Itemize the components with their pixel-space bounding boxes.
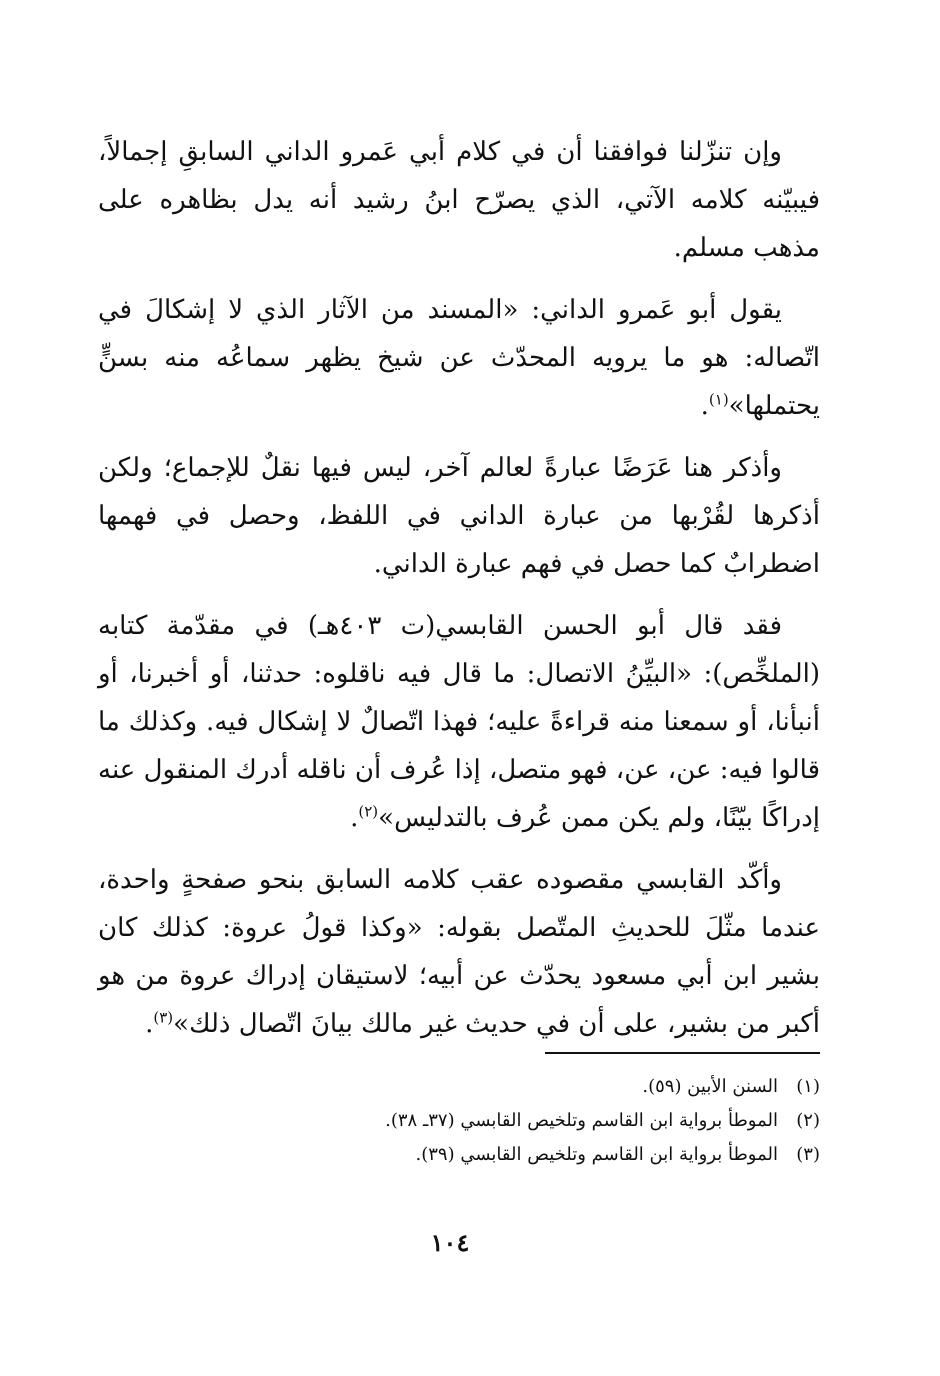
footnote-3-text: الموطأ برواية ابن القاسم وتلخيص القابسي (٣٩). — [415, 1144, 778, 1165]
paragraph-5-text: وأكّد القابسي مقصوده عقب كلامه السابق بنحو صفحةٍ واحدة، عندما مثّلَ للحديثِ المتّصل بقوله: «وكذا قولُ عروة: كذلك كان بشير ابن أبي مسعود يحدّث عن أبيه؛ لاستيقان إدراك عروة من هو أكبر من بشير، على أن في حديث غير مالك بيانَ اتّصال ذلك» — [98, 865, 820, 1039]
paragraph-2-tail: . — [700, 391, 709, 421]
paragraph-3 — [98, 444, 820, 588]
paragraph-1-text: وإن تنزّلنا فوافقنا أن في كلام أبي عَمرو الداني السابقِ إجمالاً، فيبيّنه كلامه الآتي، الذي يصرّح ابنُ رشيد أنه يدل بظاهره على مذهب مسلم. — [98, 137, 820, 263]
main-text — [98, 128, 820, 1062]
footnote-1 — [120, 1070, 820, 1104]
paragraph-4-tail: . — [350, 803, 359, 833]
paragraph-1 — [98, 128, 820, 272]
paragraph-3-text: وأذكر هنا عَرَضًا عبارةً لعالم آخر، ليس فيها نقلٌ للإجماع؛ ولكن أذكرها لقُرْبها من عبارة الداني في اللفظ، وحصل في فهمها اضطرابٌ كما حصل في فهم عبارة الداني. — [98, 453, 820, 579]
footnote-ref-3[interactable]: (٣) — [153, 1008, 174, 1027]
paragraph-4-text: فقد قال أبو الحسن القابسي(ت ٤٠٣هـ) في مقدّمة كتابه (الملخِّص): «البيِّنُ الاتصال: ما قال فيه ناقلوه: حدثنا، أو أخبرنا، أو أنبأنا، أو سمعنا منه قراءةً عليه؛ فهذا اتّصالٌ لا إشكال فيه. وكذلك ما قالوا فيه: عن، عن، فهو متصل، إذا عُرف أن ناقله أدرك المنقول عنه إدراكًا بيّنًا، ولم يكن ممن عُرف بالتدليس» — [98, 611, 820, 833]
footnote-divider — [545, 1052, 820, 1054]
paragraph-2-text: يقول أبو عَمرو الداني: «المسند من الآثار الذي لا إشكالَ في اتّصاله: هو ما يرويه المحدّث عن شيخ يظهر سماعُه منه بسنٍّ يحتملها» — [98, 295, 820, 421]
paragraph-4 — [98, 602, 820, 842]
footnotes — [120, 1070, 820, 1172]
footnote-ref-2[interactable]: (٢) — [358, 802, 379, 821]
footnote-ref-1[interactable]: (١) — [708, 390, 729, 409]
footnote-1-text: السنن الأبين (٥٩). — [642, 1076, 778, 1097]
paragraph-5 — [98, 856, 820, 1048]
footnote-3-number: (٣) — [796, 1144, 820, 1165]
page-number: ١٠٤ — [430, 1228, 470, 1257]
footnote-2 — [120, 1104, 820, 1138]
footnote-3 — [120, 1138, 820, 1172]
footnote-1-number: (١) — [796, 1076, 820, 1097]
paragraph-2 — [98, 286, 820, 430]
footnote-2-number: (٢) — [796, 1110, 820, 1131]
footnote-2-text: الموطأ برواية ابن القاسم وتلخيص القابسي (٣٧ـ ٣٨). — [385, 1110, 778, 1131]
paragraph-5-tail: . — [145, 1009, 154, 1039]
